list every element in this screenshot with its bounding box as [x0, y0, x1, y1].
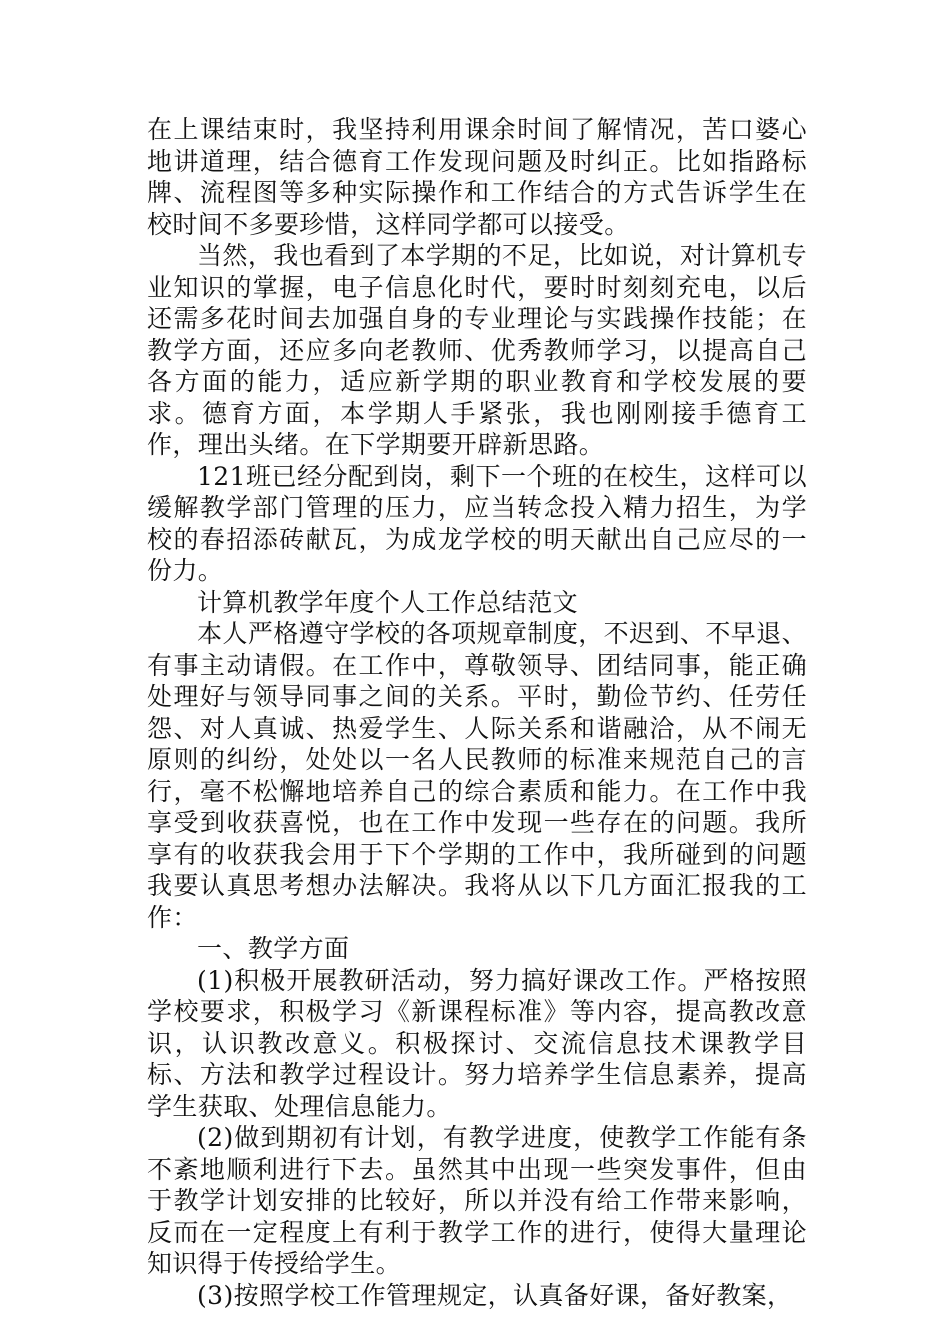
paragraph-class-121: 121班已经分配到岗，剩下一个班的在校生，这样可以缓解教学部门管理的压力，应当转念投入精力招生，为学校的春招添砖献瓦，为成龙学校的明天献出自己应尽的一份力。: [147, 461, 807, 585]
paragraph-item-1: (1)积极开展教研活动，努力搞好课改工作。严格按照学校要求，积极学习《新课程标准》等内容，提高教改意识，认识教改意义。积极探讨、交流信息技术课教学目标、方法和教学过程设计。努力培养学生信息素养，提高学生获取、处理信息能力。: [147, 965, 807, 1121]
paragraph-shortcomings: 当然，我也看到了本学期的不足，比如说，对计算机专业知识的掌握，电子信息化时代，要时时刻刻充电，以后还需多花时间去加强自身的专业理论与实践操作技能；在教学方面，还应多向老教师、优秀教师学习，以提高自己各方面的能力，适应新学期的职业教育和学校发展的要求。德育方面，本学期人手紧张，我也刚刚接手德育工作，理出头绪。在下学期要开辟新思路。: [147, 241, 807, 459]
paragraph-item-3: (3)按照学校工作管理规定，认真备好课，备好教案，: [197, 1280, 793, 1310]
document-title: 计算机教学年度个人工作总结范文: [197, 587, 579, 617]
paragraph-continuation: 在上课结束时，我坚持利用课余时间了解情况，苦口婆心地讲道理，结合德育工作发现问题及时纠正。比如指路标牌、流程图等多种实际操作和工作结合的方式告诉学生在校时间不多要珍惜，这样同学都可以接受。: [147, 115, 807, 239]
document-body: [147, 114, 807, 1311]
section-heading-teaching: 一、教学方面: [197, 934, 350, 963]
paragraph-intro: 本人严格遵守学校的各项规章制度，不迟到、不早退、有事主动请假。在工作中，尊敬领导、团结同事，能正确处理好与领导同事之间的关系。平时，勤俭节约、任劳任怨、对人真诚、热爱学生、人际关系和谐融洽，从不闹无原则的纠纷，处处以一名人民教师的标准来规范自己的言行，毫不松懈地培养自己的综合素质和能力。在工作中我享受到收获喜悦，也在工作中发现一些存在的问题。我所享有的收获我会用于下个学期的工作中，我所碰到的问题我要认真思考想办法解决。我将从以下几方面汇报我的工作：: [147, 619, 807, 932]
paragraph-item-2: (2)做到期初有计划，有教学进度，使教学工作能有条不紊地顺利进行下去。虽然其中出现一些突发事件，但由于教学计划安排的比较好，所以并没有给工作带来影响，反而在一定程度上有利于教学工作的进行，使得大量理论知识得于传授给学生。: [147, 1123, 807, 1278]
